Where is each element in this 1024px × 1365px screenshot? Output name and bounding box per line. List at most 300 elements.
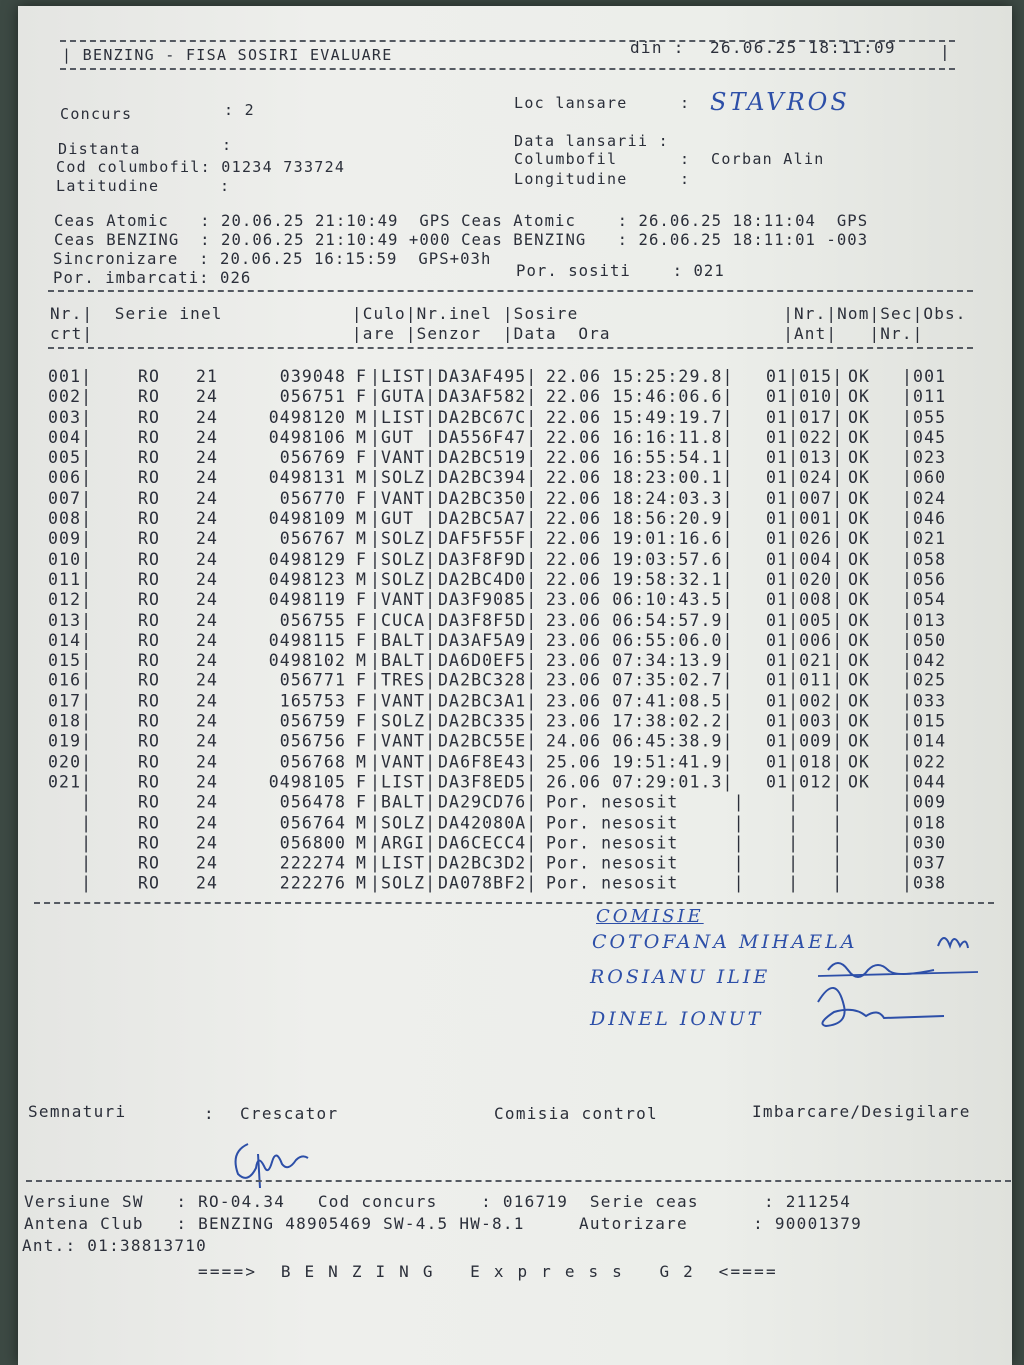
row-country: RO [138, 569, 161, 589]
row-year: 24 [196, 650, 219, 670]
row-sensor-ring: DA2BC328| [438, 671, 538, 691]
row-sensor-ring: DA2BC519| [438, 448, 538, 468]
row-ring-number: 056764 [279, 813, 346, 833]
row-color: |SOLZ| [370, 711, 437, 731]
row-year: 24 [196, 387, 219, 407]
row-ring-number: 0498102 [268, 650, 346, 670]
row-obs: |050 [902, 630, 947, 650]
row-country: RO [138, 610, 161, 630]
row-number: 016| [48, 671, 93, 691]
row-sex: F [356, 711, 368, 731]
clock-atomic-line: Ceas Atomic : 20.06.25 21:10:49 GPS Ceas Atomic : 26.06.25 18:11:04 GPS [54, 212, 869, 230]
row-sensor-ring: DA6D0EF5| [438, 650, 538, 670]
row-color: |SOLZ| [370, 813, 437, 833]
row-sensor-ring: DA42080A| [438, 813, 538, 833]
row-obs: |056 [902, 569, 947, 589]
row-sec-status: OK [848, 671, 871, 691]
row-sec-status: OK [848, 468, 871, 488]
row-sex: F [356, 549, 368, 569]
row-year: 21 [196, 367, 219, 386]
row-year: 24 [196, 569, 219, 589]
row-number: 008| [48, 508, 93, 528]
row-ring-number: 056770 [279, 488, 346, 508]
row-obs: |013 [902, 610, 947, 630]
row-ring-number: 0498115 [268, 630, 346, 650]
columbofil-value: : Corban Alin [680, 150, 825, 168]
row-sensor-ring: DA3F8ED5| [438, 772, 538, 792]
row-number: 003| [48, 407, 93, 427]
row-country: RO [138, 549, 161, 569]
row-obs: |030 [902, 833, 947, 853]
row-sensor-ring: DA2BC55E| [438, 732, 538, 752]
row-year: 24 [196, 448, 219, 468]
row-number: 007| [48, 488, 93, 508]
row-ring-number: 0498119 [268, 590, 346, 610]
row-color: |VANT| [370, 590, 437, 610]
row-antenna-nom: 01|004| [766, 549, 844, 569]
row-obs: |001 [902, 367, 947, 386]
row-sex: M [356, 650, 368, 670]
row-country: RO [138, 772, 161, 792]
row-number: | [48, 813, 93, 833]
row-sensor-ring: DA3F9085| [438, 590, 538, 610]
row-sensor-ring: DA2BC67C| [438, 407, 538, 427]
row-arrival-time: 23.06 06:54:57.9| [546, 610, 734, 630]
row-sex: F [356, 610, 368, 630]
row-sec-status: OK [848, 732, 871, 752]
row-sex: M [356, 833, 368, 853]
row-year: 24 [196, 610, 219, 630]
crescator-label: Crescator [240, 1104, 339, 1123]
commission-member-3: DINEL IONUT [590, 1008, 764, 1030]
row-country: RO [138, 691, 161, 711]
row-ring-number: 056755 [279, 610, 346, 630]
row-year: 24 [196, 549, 219, 569]
row-obs: |022 [902, 752, 947, 772]
row-year: 24 [196, 813, 219, 833]
row-arrival-time: Por. nesosit | [546, 853, 745, 873]
row-sensor-ring: DA3AF582| [438, 387, 538, 407]
row-year: 24 [196, 427, 219, 447]
row-obs: |038 [902, 873, 947, 893]
row-antenna-nom: | | [766, 813, 844, 833]
row-color: |TRES| [370, 671, 437, 691]
clock-benzing-line: Ceas BENZING : 20.06.25 21:10:49 +000 Ceas BENZING : 26.06.25 18:11:01 -003 [54, 231, 869, 249]
row-ring-number: 056768 [279, 752, 346, 772]
row-arrival-time: Por. nesosit | [546, 792, 745, 812]
row-sensor-ring: DA3F8F5D| [438, 610, 538, 630]
row-arrival-time: 22.06 19:58:32.1| [546, 569, 734, 589]
row-sec-status: OK [848, 488, 871, 508]
porumbei-sositi: Por. sositi : 021 [516, 262, 725, 280]
latitudine-label: Latitudine [56, 177, 160, 195]
row-obs: |033 [902, 691, 947, 711]
row-ring-number: 0498105 [268, 772, 346, 792]
semnaturi-sep: : [204, 1104, 215, 1123]
row-year: 24 [196, 711, 219, 731]
row-color: |VANT| [370, 691, 437, 711]
row-arrival-time: 22.06 15:46:06.6| [546, 387, 734, 407]
row-number: 005| [48, 448, 93, 468]
row-arrival-time: 22.06 16:55:54.1| [546, 448, 734, 468]
row-arrival-time: 23.06 17:38:02.2| [546, 711, 734, 731]
row-year: 24 [196, 407, 219, 427]
row-sex: M [356, 407, 368, 427]
row-obs: |042 [902, 650, 947, 670]
row-obs: |054 [902, 590, 947, 610]
row-year: 24 [196, 752, 219, 772]
row-number: | [48, 853, 93, 873]
row-color: |LIST| [370, 772, 437, 792]
row-arrival-time: 23.06 07:35:02.7| [546, 671, 734, 691]
row-antenna-nom: 01|026| [766, 529, 844, 549]
row-sex: M [356, 569, 368, 589]
row-color: |LIST| [370, 407, 437, 427]
imbarcare-desigilare-label: Imbarcare/Desigilare [752, 1102, 971, 1121]
row-antenna-nom: 01|021| [766, 650, 844, 670]
row-color: |GUTA| [370, 387, 437, 407]
row-sensor-ring: DA6F8E43| [438, 752, 538, 772]
row-antenna-nom: 01|022| [766, 427, 844, 447]
header-divider [60, 68, 955, 70]
row-sec-status [848, 874, 870, 893]
distanta-sep: : [222, 136, 233, 154]
row-year: 24 [196, 833, 219, 853]
row-ring-number: 056771 [279, 671, 346, 691]
row-year: 24 [196, 468, 219, 488]
row-antenna-nom: 01|018| [766, 752, 844, 772]
row-country: RO [138, 367, 161, 386]
row-antenna-nom: | | [766, 853, 844, 873]
row-ring-number: 0498109 [268, 508, 346, 528]
row-year: 24 [196, 792, 219, 812]
row-arrival-time: 22.06 18:24:03.3| [546, 488, 734, 508]
row-obs: |037 [902, 853, 947, 873]
row-country: RO [138, 873, 161, 893]
row-sensor-ring: DA078BF2| [438, 873, 538, 893]
row-sensor-ring: DA2BC3A1| [438, 691, 538, 711]
distanta-label: Distanta [58, 140, 141, 158]
row-country: RO [138, 732, 161, 752]
row-sec-status: OK [848, 448, 871, 468]
row-number: 021| [48, 772, 93, 792]
row-ring-number: 056800 [279, 833, 346, 853]
row-arrival-time: 22.06 15:25:29.8| [546, 367, 734, 386]
cod-columbofil: Cod columbofil: 01234 733724 [56, 158, 346, 176]
row-country: RO [138, 468, 161, 488]
row-sec-status: OK [848, 387, 871, 407]
row-number: | [48, 873, 93, 893]
row-country: RO [138, 711, 161, 731]
row-color: |SOLZ| [370, 549, 437, 569]
row-number: 006| [48, 468, 93, 488]
row-ring-number: 0498106 [268, 427, 346, 447]
row-antenna-nom: 01|001| [766, 508, 844, 528]
row-year: 24 [196, 529, 219, 549]
row-ring-number: 056751 [279, 387, 346, 407]
row-country: RO [138, 529, 161, 549]
row-obs: |014 [902, 732, 947, 752]
row-arrival-time: 24.06 06:45:38.9| [546, 732, 734, 752]
row-sensor-ring: DA3F8F9D| [438, 549, 538, 569]
row-sensor-ring: DA2BC350| [438, 488, 538, 508]
commission-signatures [778, 924, 988, 1054]
longitudine-sep: : [680, 170, 691, 188]
row-year: 24 [196, 691, 219, 711]
row-ring-number: 0498123 [268, 569, 346, 589]
row-color: |SOLZ| [370, 468, 437, 488]
row-sec-status: OK [848, 711, 871, 731]
row-sex: F [356, 387, 368, 407]
row-sex: M [356, 427, 368, 447]
row-number: 018| [48, 711, 93, 731]
row-ring-number: 0498120 [268, 407, 346, 427]
row-antenna-nom: 01|020| [766, 569, 844, 589]
row-arrival-time: 23.06 07:34:13.9| [546, 650, 734, 670]
row-number: | [48, 833, 93, 853]
row-obs: |009 [902, 792, 947, 812]
row-color: |GUT | [370, 427, 437, 447]
row-year: 24 [196, 732, 219, 752]
row-sensor-ring: DA2BC394| [438, 468, 538, 488]
row-country: RO [138, 813, 161, 833]
table-header-divider [48, 347, 973, 349]
row-country: RO [138, 671, 161, 691]
row-arrival-time: 22.06 15:49:19.7| [546, 407, 734, 427]
row-year: 24 [196, 630, 219, 650]
row-sec-status: OK [848, 691, 871, 711]
row-arrival-time: 25.06 19:51:41.9| [546, 752, 734, 772]
row-sex: M [356, 853, 368, 873]
row-antenna-nom: 01|012| [766, 772, 844, 792]
row-year: 24 [196, 873, 219, 893]
row-country: RO [138, 752, 161, 772]
row-sensor-ring: DA3AF495| [438, 367, 538, 386]
row-arrival-time: 22.06 16:16:11.8| [546, 427, 734, 447]
row-number: 002| [48, 387, 93, 407]
row-sex: M [356, 529, 368, 549]
row-number: 020| [48, 752, 93, 772]
row-sec-status: OK [848, 772, 871, 792]
row-antenna-nom: 01|024| [766, 468, 844, 488]
row-country: RO [138, 590, 161, 610]
row-obs: |058 [902, 549, 947, 569]
row-color: |LIST| [370, 853, 437, 873]
row-sensor-ring: DA2BC5A7| [438, 508, 538, 528]
row-year: 24 [196, 508, 219, 528]
row-country: RO [138, 448, 161, 468]
row-sex: M [356, 813, 368, 833]
row-antenna-nom: 01|013| [766, 448, 844, 468]
row-country: RO [138, 488, 161, 508]
commission-member-1: COTOFANA MIHAELA [592, 931, 858, 953]
row-sex: F [356, 792, 368, 812]
row-ring-number: 222274 [279, 853, 346, 873]
row-obs: |060 [902, 468, 947, 488]
semnaturi-label: Semnaturi [28, 1102, 127, 1121]
row-arrival-time: 22.06 18:23:00.1| [546, 468, 734, 488]
commission-heading-handwritten: COMISIE [596, 906, 704, 927]
row-obs: |024 [902, 488, 947, 508]
row-country: RO [138, 427, 161, 447]
row-obs: |044 [902, 772, 947, 792]
row-sex: F [356, 691, 368, 711]
row-color: |LIST| [370, 367, 437, 386]
loc-lansare-label: Loc lansare [514, 94, 628, 112]
row-obs: |055 [902, 407, 947, 427]
loc-lansare-sep: : [680, 94, 691, 112]
row-number: 019| [48, 732, 93, 752]
row-sensor-ring: DA3AF5A9| [438, 630, 538, 650]
row-number: 017| [48, 691, 93, 711]
row-sec-status [848, 833, 870, 852]
row-antenna-nom: 01|007| [766, 488, 844, 508]
row-sex: F [356, 448, 368, 468]
row-arrival-time: Por. nesosit | [546, 833, 745, 853]
row-country: RO [138, 407, 161, 427]
row-obs: |018 [902, 813, 947, 833]
row-country: RO [138, 387, 161, 407]
table-top-divider [48, 290, 973, 292]
row-sec-status: OK [848, 427, 871, 447]
row-country: RO [138, 630, 161, 650]
row-number: 014| [48, 630, 93, 650]
row-sex: M [356, 508, 368, 528]
row-sex: F [356, 367, 368, 386]
row-antenna-nom: 01|006| [766, 630, 844, 650]
row-antenna-nom: 01|010| [766, 387, 844, 407]
row-sec-status: OK [848, 630, 871, 650]
row-obs: |015 [902, 711, 947, 731]
row-antenna-nom: 01|009| [766, 732, 844, 752]
report-title: | BENZING - FISA SOSIRI EVALUARE [62, 46, 393, 64]
row-sec-status: OK [848, 752, 871, 772]
row-sec-status: OK [848, 650, 871, 670]
row-country: RO [138, 792, 161, 812]
row-sex: F [356, 732, 368, 752]
printout-paper [18, 6, 1012, 1365]
row-sec-status: OK [848, 508, 871, 528]
row-sec-status: OK [848, 367, 871, 386]
row-color: |SOLZ| [370, 529, 437, 549]
row-arrival-time: 23.06 06:55:06.0| [546, 630, 734, 650]
porumbei-imbarcati: Por. imbarcati: 026 [53, 269, 252, 287]
row-arrival-time: Por. nesosit | [546, 813, 745, 833]
row-color: |BALT| [370, 630, 437, 650]
row-sex: M [356, 873, 368, 893]
row-sec-status [848, 793, 870, 812]
breeder-signature [214, 1124, 324, 1194]
row-ring-number: 056478 [279, 792, 346, 812]
footer-version-line: Versiune SW : RO-04.34 Cod concurs : 016719 Serie ceas : 211254 [24, 1192, 852, 1211]
row-sex: F [356, 671, 368, 691]
row-arrival-time: Por. nesosit | [546, 873, 745, 893]
row-ring-number: 056756 [279, 732, 346, 752]
row-ring-number: 056769 [279, 448, 346, 468]
row-ring-number: 0498129 [268, 549, 346, 569]
print-datetime: 26.06.25 18:11:09 [710, 38, 896, 57]
row-arrival-time: 22.06 19:03:57.6| [546, 549, 734, 569]
footer-antena-line: Antena Club : BENZING 48905469 SW-4.5 HW-8.1 Autorizare : 90001379 [24, 1214, 862, 1233]
comisia-control-label: Comisia control [494, 1104, 658, 1123]
footer-divider [26, 1180, 1011, 1182]
row-sensor-ring: DA2BC3D2| [438, 853, 538, 873]
row-year: 24 [196, 853, 219, 873]
header-end-bar: | [940, 42, 951, 61]
row-color: |ARGI| [370, 833, 437, 853]
row-ring-number: 039048 [279, 367, 346, 386]
row-antenna-nom: 01|002| [766, 691, 844, 711]
loc-lansare-handwritten: STAVROS [710, 88, 850, 116]
row-year: 24 [196, 590, 219, 610]
footer-ant-line: Ant.: 01:38813710 [22, 1236, 208, 1255]
row-sensor-ring: DA2BC4D0| [438, 569, 538, 589]
row-sec-status: OK [848, 549, 871, 569]
row-ring-number: 0498131 [268, 468, 346, 488]
row-sec-status: OK [848, 590, 871, 610]
row-color: |BALT| [370, 650, 437, 670]
row-arrival-time: 26.06 07:29:01.3| [546, 772, 734, 792]
row-ring-number: 056759 [279, 711, 346, 731]
row-arrival-time: 22.06 18:56:20.9| [546, 508, 734, 528]
sincronizare-line: Sincronizare : 20.06.25 16:15:59 GPS+03h [53, 250, 492, 268]
latitudine-sep: : [220, 177, 231, 195]
row-country: RO [138, 833, 161, 853]
row-obs: |025 [902, 671, 947, 691]
row-year: 24 [196, 671, 219, 691]
row-number: 015| [48, 650, 93, 670]
row-sec-status: OK [848, 529, 871, 549]
row-color: |BALT| [370, 792, 437, 812]
row-sex: F [356, 772, 368, 792]
row-antenna-nom: | | [766, 792, 844, 812]
row-number: 011| [48, 569, 93, 589]
row-sec-status [848, 813, 870, 832]
row-color: |GUT | [370, 508, 437, 528]
row-sec-status: OK [848, 569, 871, 589]
row-color: |SOLZ| [370, 569, 437, 589]
row-antenna-nom: 01|015| [766, 367, 844, 386]
row-antenna-nom: | | [766, 833, 844, 853]
row-ring-number: 222276 [279, 873, 346, 893]
concurs-label: Concurs [60, 105, 133, 123]
row-sensor-ring: DA29CD76| [438, 792, 538, 812]
row-color: |VANT| [370, 448, 437, 468]
row-antenna-nom: | | [766, 873, 844, 893]
row-country: RO [138, 508, 161, 528]
row-country: RO [138, 650, 161, 670]
row-number: | [48, 792, 93, 812]
row-sensor-ring: DA556F47| [438, 427, 538, 447]
row-color: |VANT| [370, 488, 437, 508]
row-sex: F [356, 488, 368, 508]
row-antenna-nom: 01|011| [766, 671, 844, 691]
row-antenna-nom: 01|005| [766, 610, 844, 630]
row-country: RO [138, 853, 161, 873]
row-sec-status: OK [848, 610, 871, 630]
commission-member-2: ROSIANU ILIE [590, 966, 771, 988]
row-color: |SOLZ| [370, 873, 437, 893]
row-year: 24 [196, 772, 219, 792]
row-ring-number: 165753 [279, 691, 346, 711]
row-year: 24 [196, 488, 219, 508]
row-arrival-time: 23.06 06:10:43.5| [546, 590, 734, 610]
row-color: |VANT| [370, 752, 437, 772]
row-sex: M [356, 752, 368, 772]
row-obs: |045 [902, 427, 947, 447]
row-sec-status [848, 854, 870, 873]
row-sensor-ring: DA6CECC4| [438, 833, 538, 853]
